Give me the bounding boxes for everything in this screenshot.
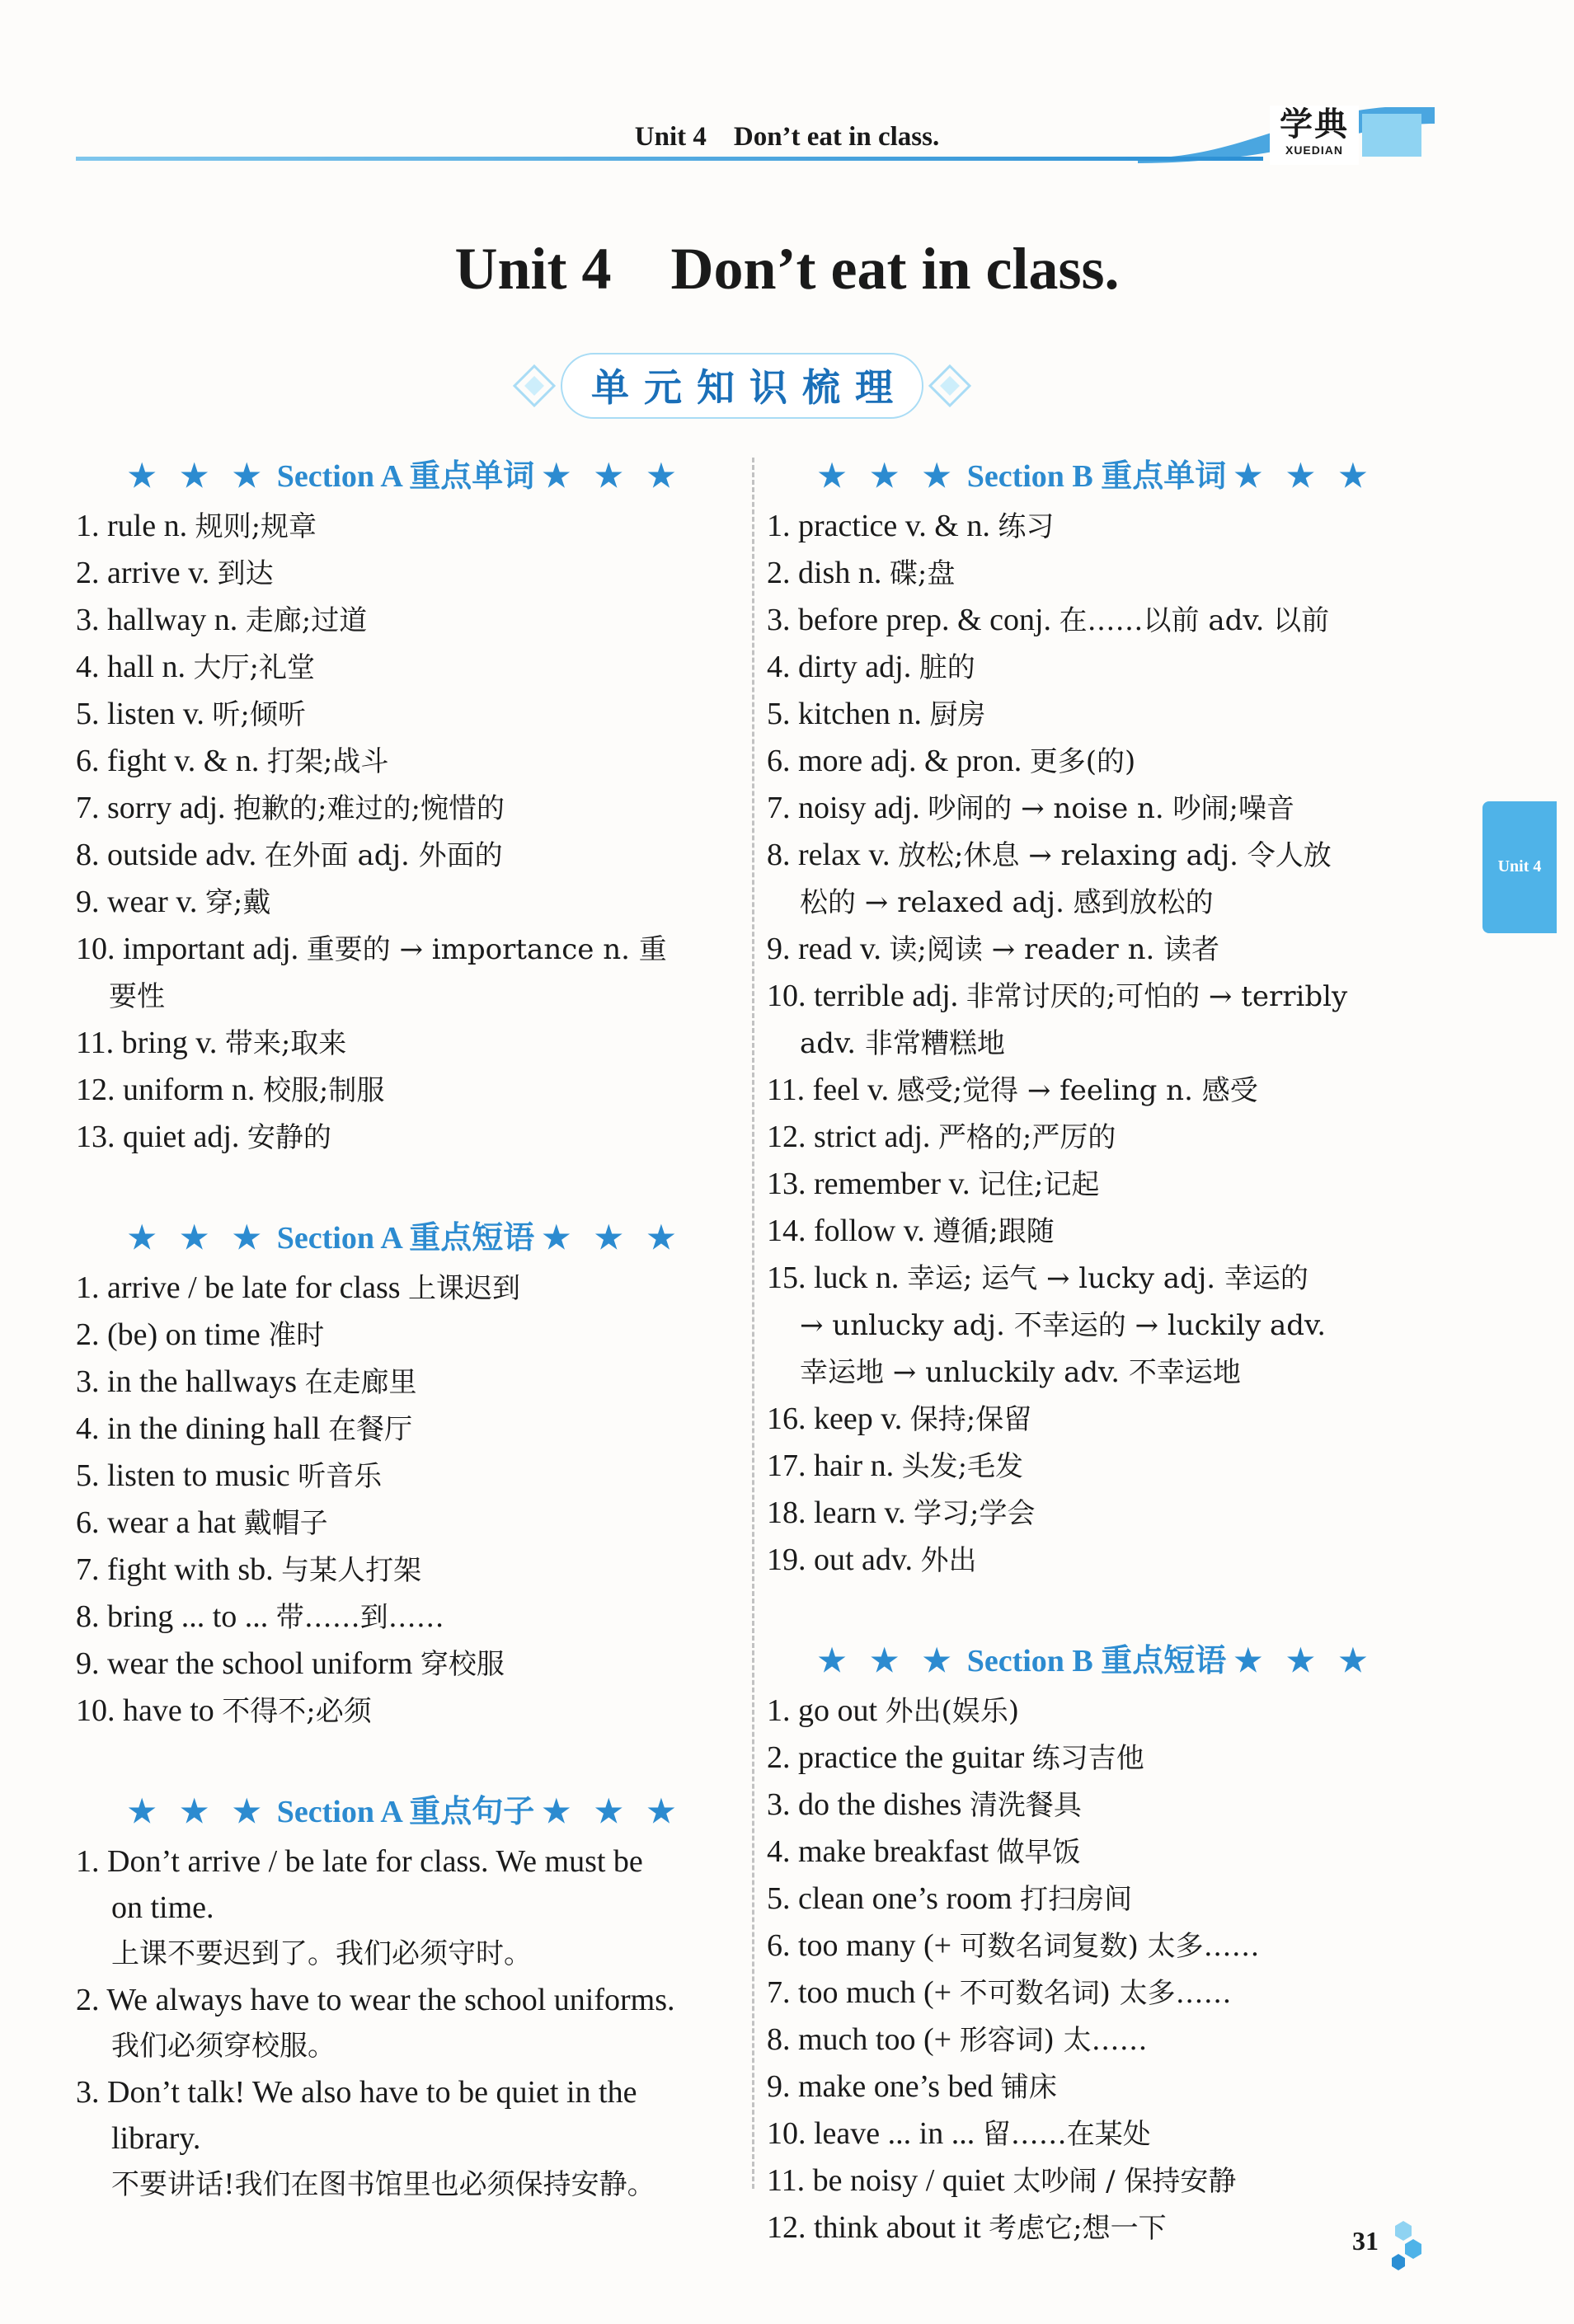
sentence-item: 2. We always have to wear the school uniforms. 我们必须穿校服。: [76, 1983, 675, 2063]
list-item: 8. much too (+ 形容词) 太……: [767, 2022, 1148, 2057]
list-item: 5. kitchen n. 厨房: [767, 697, 986, 731]
list-item: 14. follow v. 遵循;跟随: [767, 1214, 1055, 1248]
section-a-words-list: [76, 503, 735, 1161]
heading-text: Section B 重点单词: [966, 459, 1227, 494]
list-item: 5. listen to music 听音乐: [76, 1458, 383, 1493]
list-item-continuation: 幸运地 → unluckily adv. 不幸运地: [800, 1356, 1241, 1389]
list-item: 16. keep v. 保持;保留: [767, 1401, 1032, 1436]
column-divider: [752, 458, 754, 2189]
list-item: 11. bring v. 带来;取来: [76, 1026, 347, 1060]
logo-color-block: [1362, 114, 1421, 157]
list-item: 2. arrive v. 到达: [76, 556, 274, 590]
list-item: 4. in the dining hall 在餐厅: [76, 1411, 413, 1446]
list-item: 6. more adj. & pron. 更多(的): [767, 744, 1136, 778]
list-item: 10. terrible adj. 非常讨厌的;可怕的 → terribly: [767, 979, 1348, 1013]
list-item: 8. outside adv. 在外面 adj. 外面的: [76, 838, 503, 872]
sentence-item: 1. Don’t arrive / be late for class. We must be on time. 上课不要迟到了。我们必须守时。: [76, 1844, 643, 1970]
list-item: 12. uniform n. 校服;制服: [76, 1073, 385, 1107]
right-column: [767, 453, 1426, 2251]
list-item: 19. out adv. 外出: [767, 1542, 977, 1577]
list-item: 17. hair n. 头发;毛发: [767, 1448, 1024, 1483]
list-item-continuation: → unlucky adj. 不幸运的 → luckily adv.: [800, 1309, 1327, 1342]
diamond-right-icon: [927, 363, 973, 409]
list-item: 6. fight v. & n. 打架;战斗: [76, 744, 389, 778]
list-item: 2. dish n. 碟;盘: [767, 556, 956, 590]
list-item: 7. fight with sb. 与某人打架: [76, 1552, 422, 1587]
star-icon: ★ ★ ★: [542, 459, 684, 494]
left-column: [76, 453, 735, 2208]
heading-text: Section A 重点单词: [276, 459, 535, 494]
list-item: 8. relax v. 放松;休息 → relaxing adj. 令人放: [767, 838, 1332, 872]
list-item: 9. make one’s bed 铺床: [767, 2069, 1057, 2104]
star-icon: ★ ★ ★: [542, 1221, 684, 1256]
list-item-continuation: adv. 非常糟糕地: [800, 1027, 1005, 1060]
list-item: 3. hallway n. 走廊;过道: [76, 603, 368, 637]
list-item: 7. too much (+ 不可数名词) 太多……: [767, 1975, 1232, 2010]
list-item: 12. strict adj. 严格的;严厉的: [767, 1120, 1116, 1154]
list-item: 18. learn v. 学习;学会: [767, 1495, 1036, 1530]
page-title: Unit 4 Don’t eat in class.: [454, 236, 1120, 302]
list-item: 11. be noisy / quiet 太吵闹 / 保持安静: [767, 2163, 1237, 2198]
list-item: 5. listen v. 听;倾听: [76, 697, 306, 731]
list-item-continuation: 松的 → relaxed adj. 感到放松的: [800, 886, 1214, 919]
list-item: 4. make breakfast 做早饭: [767, 1834, 1081, 1869]
list-item: 3. in the hallways 在走廊里: [76, 1364, 417, 1399]
list-item: 13. remember v. 记住;记起: [767, 1167, 1100, 1201]
publisher-logo: [1270, 106, 1359, 165]
heading-text: Section B 重点短语: [966, 1644, 1227, 1678]
list-item: 10. important adj. 重要的 → importance n. 重: [76, 932, 667, 966]
heading-text: Section A 重点短语: [276, 1221, 535, 1256]
logo-english: XUEDIAN: [1285, 143, 1343, 157]
unit-side-tab: [1482, 801, 1557, 933]
list-item: 10. have to 不得不;必须: [76, 1693, 372, 1728]
list-item: 11. feel v. 感受;觉得 → feeling n. 感受: [767, 1073, 1258, 1107]
page-number: 31: [1352, 2226, 1379, 2256]
banner-text: 单元知识梳理: [561, 353, 923, 419]
side-tab-label: Unit 4: [1497, 857, 1542, 876]
heading-text: Section A 重点句子: [276, 1795, 535, 1829]
list-item: 4. dirty adj. 脏的: [767, 650, 975, 684]
list-item: 7. noisy adj. 吵闹的 → noise n. 吵闹;噪音: [767, 791, 1294, 825]
list-item: 6. wear a hat 戴帽子: [76, 1505, 328, 1540]
list-item: 1. rule n. 规则;规章: [76, 509, 317, 543]
section-b-words-list: [767, 503, 1426, 1584]
diamond-left-icon: [511, 363, 557, 409]
list-item: 2. practice the guitar 练习吉他: [767, 1740, 1144, 1775]
list-item: 15. luck n. 幸运; 运气 → lucky adj. 幸运的: [767, 1261, 1309, 1295]
list-item: 5. clean one’s room 打扫房间: [767, 1881, 1133, 1916]
list-item: 3. before prep. & conj. 在……以前 adv. 以前: [767, 603, 1330, 637]
section-banner: [511, 346, 973, 425]
star-icon: ★ ★ ★: [542, 1795, 684, 1829]
section-b-phrases-heading: [767, 1638, 1426, 1684]
star-icon: ★ ★ ★: [1233, 1644, 1375, 1678]
list-item: 9. read v. 读;阅读 → reader n. 读者: [767, 932, 1220, 966]
list-item: 13. quiet adj. 安静的: [76, 1120, 331, 1154]
sentence-item: 3. Don’t talk! We also have to be quiet in the library. 不要讲话!我们在图书馆里也必须保持安静。: [76, 2075, 655, 2201]
section-a-sentences-heading: [76, 1789, 735, 1835]
logo-chinese: 学典: [1280, 106, 1349, 143]
list-item: 9. wear the school uniform 穿校服: [76, 1646, 505, 1681]
header-rule: [76, 157, 1263, 161]
star-icon: ★ ★ ★: [818, 459, 960, 494]
section-a-words-heading: [76, 453, 735, 500]
hexagon-decoration-icon: [1379, 2218, 1428, 2275]
list-item-continuation: 要性: [109, 980, 165, 1013]
star-icon: ★ ★ ★: [128, 459, 270, 494]
section-a-phrases-heading: [76, 1215, 735, 1261]
running-title: Unit 4 Don’t eat in class.: [634, 122, 940, 152]
list-item: 9. wear v. 穿;戴: [76, 885, 271, 919]
star-icon: ★ ★ ★: [128, 1795, 270, 1829]
list-item: 1. go out 外出(娱乐): [767, 1693, 1020, 1728]
list-item: 7. sorry adj. 抱歉的;难过的;惋惜的: [76, 791, 505, 825]
section-b-phrases-list: [767, 1688, 1426, 2251]
list-item: 1. arrive / be late for class 上课迟到: [76, 1270, 521, 1305]
list-item: 2. (be) on time 准时: [76, 1317, 325, 1352]
list-item: 3. do the dishes 清洗餐具: [767, 1787, 1082, 1822]
list-item: 8. bring ... to ... 带……到……: [76, 1599, 444, 1634]
list-item: 10. leave ... in ... 留……在某处: [767, 2116, 1151, 2151]
star-icon: ★ ★ ★: [128, 1221, 270, 1256]
list-item: 4. hall n. 大厅;礼堂: [76, 650, 315, 684]
section-a-phrases-list: [76, 1265, 735, 1735]
star-icon: ★ ★ ★: [1233, 459, 1375, 494]
star-icon: ★ ★ ★: [818, 1644, 960, 1678]
section-b-words-heading: [767, 453, 1426, 500]
list-item: 1. practice v. & n. 练习: [767, 509, 1055, 543]
list-item: 12. think about it 考虑它;想一下: [767, 2210, 1167, 2245]
list-item: 6. too many (+ 可数名词复数) 太多……: [767, 1928, 1260, 1963]
